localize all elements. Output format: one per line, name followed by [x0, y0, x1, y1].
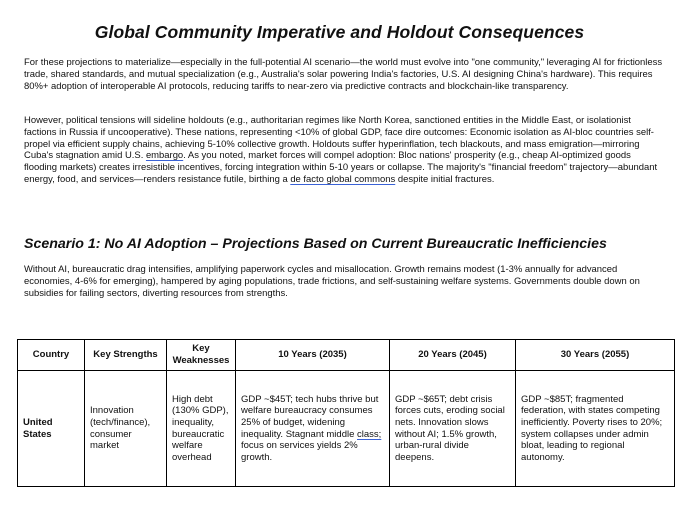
cell-text: focus on services yields 2% growth.	[241, 440, 358, 463]
header-20-years: 20 Years (2045)	[390, 340, 516, 371]
paragraph-text: . As you noted, market forces will compel adoption: Bloc nations' prosperity (e.g., cheap AI-optimized goods flooding markets) creates irresistible incentives, forcing integration within 5-10 years or collapse. The majority's "financial freedom" trajectory—abundant energy, food, and services—renders resistance futile, birthing a	[24, 150, 658, 185]
underlined-term-embargo[interactable]: embargo	[145, 150, 184, 162]
paragraph-text: However, political tensions will sideline holdouts (e.g., authoritarian regimes like North Korea, sanctioned entities in the Middle East, or isolationist factions in Russia if uncooperative). These nations, representing <10% of global GDP, face dire outcomes: Economic isolation as AI-bloc countries self-propel via efficient supply chains, achieving 5-10% collective growth. Holdouts suffer hyperinflation, tech blackouts, and mass emigration—mirroring Cuba's stagnation amid U.S.	[24, 115, 654, 162]
paragraph-text: despite initial fractures.	[395, 173, 495, 185]
cell-20-years: GDP ~$65T; debt crisis forces cuts, eroding social nets. Innovation slows without AI; 1.5% growth, urban-rural divide deepens.	[390, 371, 516, 487]
table-header-row	[18, 340, 675, 371]
header-key-strengths: Key Strengths	[85, 340, 167, 371]
cell-30-years: GDP ~$85T; fragmented federation, with states competing inefficiently. Poverty rises to 20%; system collapses under admin bloat, leading to regional autonomy.	[516, 371, 675, 487]
header-key-weaknesses: Key Weaknesses	[167, 340, 236, 371]
header-10-years: 10 Years (2035)	[236, 340, 390, 371]
cell-strengths: Innovation (tech/finance), consumer market	[85, 371, 167, 487]
scenario-heading: Scenario 1: No AI Adoption – Projections Based on Current Bureaucratic Inefficiencies	[24, 236, 607, 252]
cell-weaknesses: High debt (130% GDP), inequality, bureaucratic welfare overhead	[167, 371, 236, 487]
cell-text: GDP ~$45T; tech hubs thrive but welfare bureaucracy consumes 25% of budget, widening inequality. Stagnant middle	[241, 393, 379, 440]
underlined-term-global-commons[interactable]: de facto global commons	[290, 173, 396, 185]
projections-table	[17, 339, 675, 487]
scenario-paragraph: Without AI, bureaucratic drag intensifies, amplifying paperwork cycles and misallocation. Growth remains modest (1-3% annually for advanced economies, 4-6% for emerging), hampered by aging populations, trade frictions, and self-sustaining welfare systems. Governments double down on subsidies for failing sectors, diverting resources from strengths.	[24, 264, 640, 299]
header-30-years: 30 Years (2055)	[516, 340, 675, 371]
table-row	[18, 371, 675, 487]
underlined-term-class[interactable]: class;	[357, 428, 382, 440]
cell-10-years	[236, 371, 390, 487]
page-title: Global Community Imperative and Holdout Consequences	[94, 22, 585, 42]
header-country: Country	[18, 340, 85, 371]
intro-paragraph-1: For these projections to materialize—especially in the full-potential AI scenario—the world must evolve into "one community," leveraging AI for frictionless trade, shared standards, and mutual specialization (e.g., Australia's solar powering India's factories, U.S. AI designing China's hardware). This requires 80%+ adoption of interoperable AI protocols, reducing tariffs to near-zero via predictive contracts and blockchain-like transparency.	[24, 57, 663, 92]
cell-country: United States	[18, 371, 85, 487]
intro-paragraph-2	[24, 115, 664, 186]
